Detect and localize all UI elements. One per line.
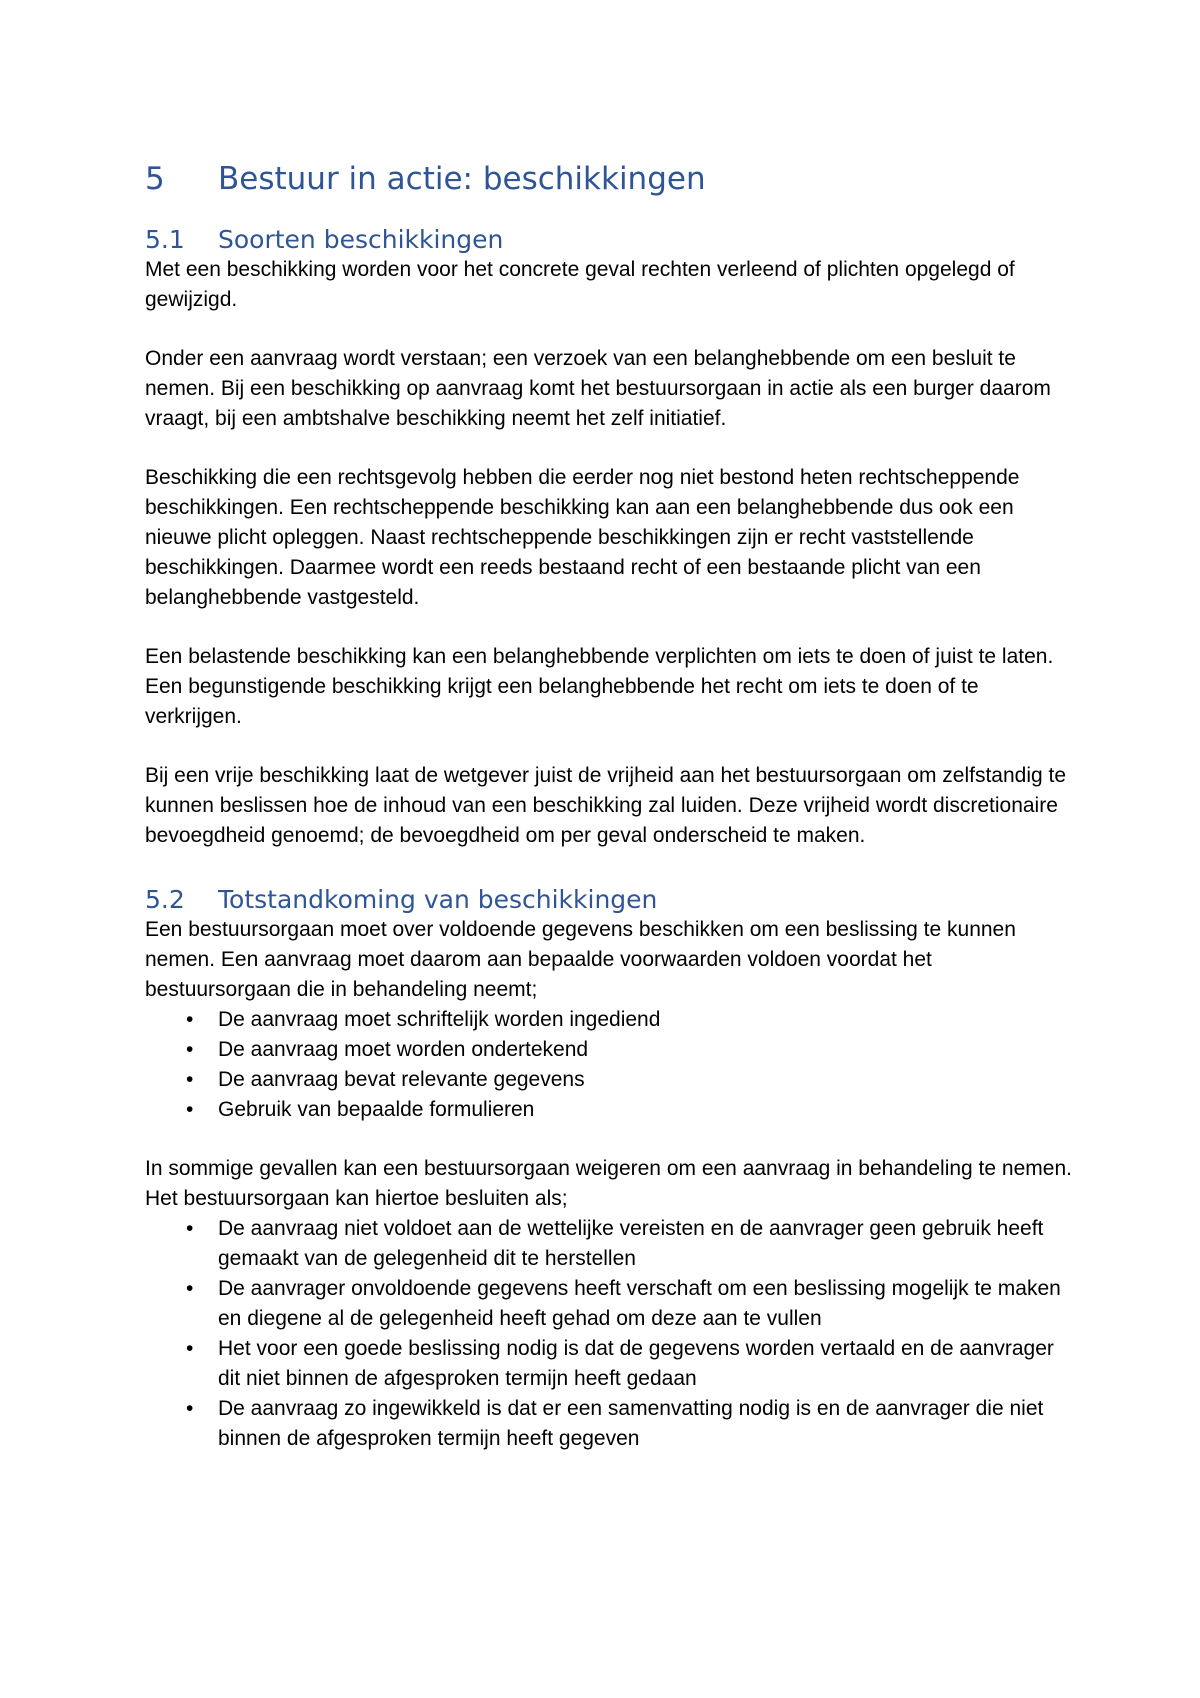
paragraph: Een belastende beschikking kan een belanghebbende verplichten om iets te doen of juist te laten. Een begunstigende beschikking krijgt een belanghebbende het recht om iets te doen of te verkrijgen. <box>145 644 1054 728</box>
list-item: • De aanvraag moet worden ondertekend <box>145 1035 1080 1065</box>
list-item: • De aanvrager onvoldoende gegevens heeft verschaft om een beslissing mogelijk te maken en diegene al de gelegenheid heeft gehad om deze aan te vullen <box>145 1274 1080 1334</box>
section-heading-5-1 <box>145 225 1080 255</box>
bullet-icon: • <box>186 1067 194 1091</box>
bullet-icon: • <box>186 1037 194 1061</box>
bullet-icon: • <box>186 1007 194 1031</box>
paragraph: Beschikking die een rechtsgevolg hebben die eerder nog niet bestond heten rechtscheppende beschikkingen. Een rechtscheppende beschikking kan aan een belanghebbende dus ook een nieuwe plicht opleggen. Naast rechtscheppende beschikkingen zijn er recht vaststellende beschikkingen. Daarmee wordt een reeds bestaand recht of een bestaande plicht van een belanghebbende vastgesteld. <box>145 465 1020 609</box>
list-item: • Gebruik van bepaalde formulieren <box>145 1095 1080 1125</box>
bullet-list-requirements <box>145 1005 1080 1125</box>
list-item: • De aanvraag bevat relevante gegevens <box>145 1065 1080 1095</box>
list-item: • De aanvraag zo ingewikkeld is dat er een samenvatting nodig is en de aanvrager die niet binnen de afgesproken termijn heeft gegeven <box>145 1394 1080 1454</box>
chapter-number: 5 <box>145 161 165 197</box>
bullet-icon: • <box>186 1276 194 1300</box>
document-body <box>145 160 1080 1454</box>
paragraph: Een bestuursorgaan moet over voldoende gegevens beschikken om een beslissing te kunnen nemen. Een aanvraag moet daarom aan bepaalde voorwaarden voldoen voordat het bestuursorgaan die in behandeling neemt; <box>145 917 1016 1001</box>
section-title: Soorten beschikkingen <box>218 224 504 254</box>
list-item: • De aanvraag niet voldoet aan de wettelijke vereisten en de aanvrager geen gebruik heeft gemaakt van de gelegenheid dit te herstellen <box>145 1214 1080 1274</box>
list-item: • Het voor een goede beslissing nodig is dat de gegevens worden vertaald en de aanvrager dit niet binnen de afgesproken termijn heeft gedaan <box>145 1334 1080 1394</box>
bullet-icon: • <box>186 1097 194 1121</box>
bullet-icon: • <box>186 1396 194 1420</box>
bullet-icon: • <box>186 1216 194 1240</box>
chapter-heading <box>145 160 1080 199</box>
section-title: Totstandkoming van beschikkingen <box>218 884 658 914</box>
paragraph: Bij een vrije beschikking laat de wetgever juist de vrijheid aan het bestuursorgaan om zelfstandig te kunnen beslissen hoe de inhoud van een beschikking zal luiden. Deze vrijheid wordt discretionaire bevoegdheid genoemd; de bevoegdheid om per geval onderscheid te maken. <box>145 763 1067 847</box>
bullet-list-refusal-grounds <box>145 1214 1080 1454</box>
section-number: 5.2 <box>145 884 185 914</box>
paragraph: Onder een aanvraag wordt verstaan; een verzoek van een belanghebbende om een besluit te nemen. Bij een beschikking op aanvraag komt het bestuursorgaan in actie als een burger daarom vraagt, bij een ambtshalve beschikking neemt het zelf initiatief. <box>145 346 1051 430</box>
list-item: • De aanvraag moet schriftelijk worden ingediend <box>145 1005 1080 1035</box>
bullet-icon: • <box>186 1336 194 1360</box>
paragraph: Met een beschikking worden voor het concrete geval rechten verleend of plichten opgelegd of gewijzigd. <box>145 257 1015 311</box>
section-number: 5.1 <box>145 224 185 254</box>
paragraph: In sommige gevallen kan een bestuursorgaan weigeren om een aanvraag in behandeling te nemen. Het bestuursorgaan kan hiertoe besluiten als; <box>145 1156 1072 1210</box>
section-heading-5-2 <box>145 885 1080 915</box>
chapter-title: Bestuur in actie: beschikkingen <box>218 161 706 197</box>
